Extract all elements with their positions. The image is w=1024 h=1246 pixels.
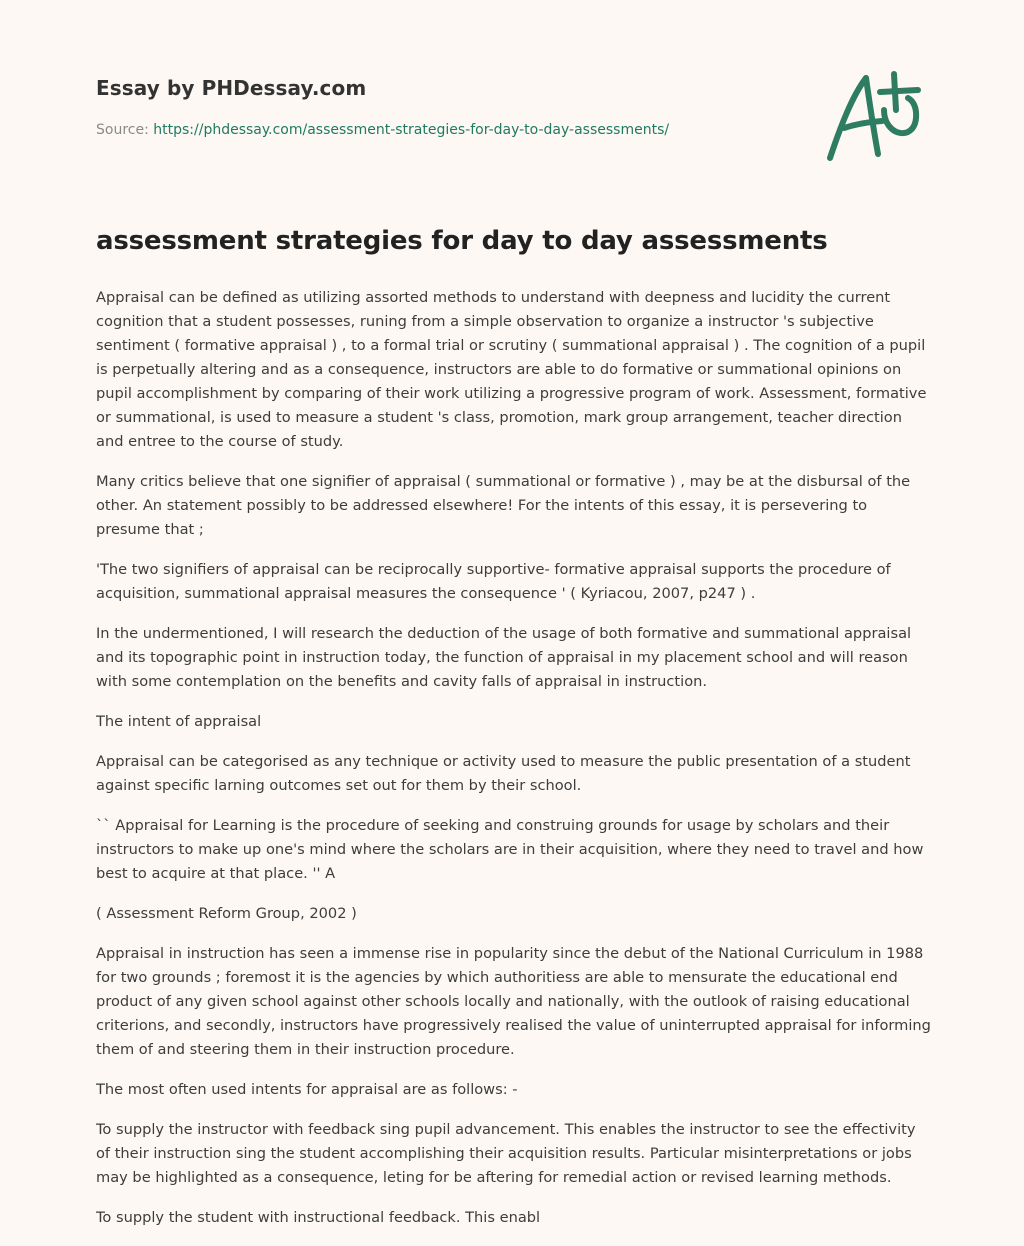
paragraph: In the undermentioned, I will research the deduction of the usage of both formative and summational appraisal and its topographic point in instruction today, the function of appraisal in my placement school and will reason with some contemplation on the benefits and cavity falls of appraisal in instruction. [96, 625, 912, 690]
page-header [96, 76, 796, 138]
citation: ( Assessment Reform Group, 2002 ) [96, 905, 357, 922]
paragraph: To supply the instructor with feedback sing pupil advancement. This enables the instructor to see the effectivity of their instruction sing the student accomplishing their acquisition results. Particular misinterpretations or jobs may be highlighted as a consequence, leting for be aftering for remedial action or revised learning methods. [96, 1121, 916, 1186]
a-plus-logo-icon [822, 66, 932, 166]
paragraph: 'The two signifiers of appraisal can be reciprocally supportive- formative appraisal supports the procedure of acquisition, summational appraisal measures the consequence ' ( Kyriacou, 2007, p247 ) . [96, 561, 891, 602]
paragraph: Appraisal can be defined as utilizing assorted methods to understand with deepness and lucidity the current cognition that a student possesses, runing from a simple observation to organize a instructor 's subjective sentiment ( formative appraisal ) , to a formal trial or scrutiny ( summational appraisal ) . The cognition of a pupil is perpetually altering and as a consequence, instructors are able to do formative or summational opinions on pupil accomplishment by comparing of their work utilizing a progressive program of work. Assessment, formative or summational, is used to measure a student 's class, promotion, mark group arrangement, teacher direction and entree to the course of study. [96, 289, 927, 450]
essay-title: assessment strategies for day to day assessments [96, 226, 828, 256]
source-link[interactable]: https://phdessay.com/assessment-strategies-for-day-to-day-assessments/ [153, 122, 670, 138]
essay-body [96, 286, 932, 1246]
paragraph: To supply the student with instructional feedback. This enabl [96, 1209, 541, 1226]
paragraph: Many critics believe that one signifier of appraisal ( summational or formative ) , may be at the disbursal of the other. An statement possibly to be addressed elsewhere! For the intents of this essay, it is persevering to presume that ; [96, 473, 911, 538]
section-heading: The intent of appraisal [96, 713, 262, 730]
source-line [96, 122, 796, 138]
quote-paragraph: `` Appraisal for Learning is the procedure of seeking and construing grounds for usage by scholars and their instructors to make up one's mind where the scholars are in their acquisition, where they need to travel and how best to acquire at that place. '' A [96, 817, 924, 882]
paragraph: Appraisal in instruction has seen a immense rise in popularity since the debut of the National Curriculum in 1988 for two grounds ; foremost it is the agencies by which authoritiess are able to mensurate the educational end product of any given school against other schools locally and nationally, with the outlook of raising educational criterions, and secondly, instructors have progressively realised the value of uninterrupted appraisal for informing them of and steering them in their instruction procedure. [96, 945, 931, 1058]
site-brand: Essay by PHDessay.com [96, 76, 367, 100]
paragraph: Appraisal can be categorised as any technique or activity used to measure the public presentation of a student against specific larning outcomes set out for them by their school. [96, 753, 911, 794]
paragraph: The most often used intents for appraisal are as follows: - [96, 1081, 518, 1098]
source-label: Source: [96, 122, 149, 138]
